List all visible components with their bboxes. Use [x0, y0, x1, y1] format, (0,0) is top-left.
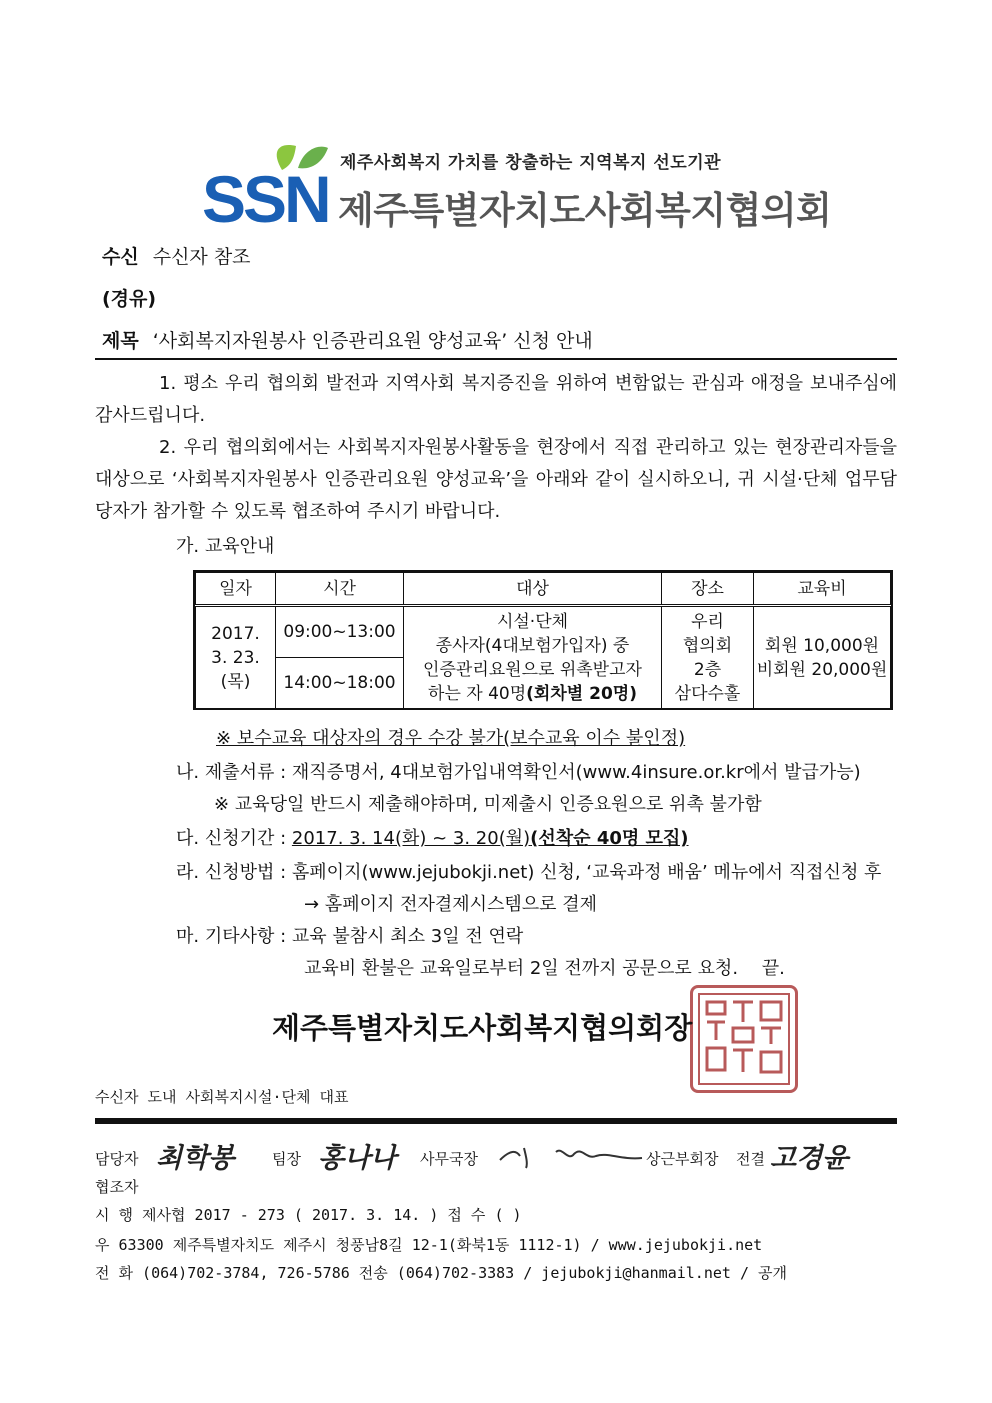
fee-nonmember: 비회원 20,000원: [756, 659, 888, 680]
target-count: 하는 자 40명: [428, 683, 527, 704]
date-line: 2017.: [211, 623, 260, 644]
letterhead-logo: [200, 140, 840, 230]
via-label: (경유): [102, 288, 157, 310]
team-label: 팀장: [272, 1150, 301, 1168]
subject-value: ‘사회복지자원봉사 인증관리요원 양성교육’ 신청 안내: [152, 330, 593, 352]
subject-line: [102, 326, 593, 353]
header-target: 대상: [404, 573, 662, 606]
secretary-label: 사무국장: [420, 1150, 478, 1168]
place-line: 2층: [693, 659, 722, 680]
official-seal: [690, 985, 798, 1093]
header-time: 시간: [276, 573, 404, 606]
ma-refund: 교육비 환불은 교육일로부터 2일 전까지 공문으로 요청.: [304, 958, 739, 979]
note-refresher: ※ 보수교육 대상자의 경우 수강 불가(보수교육 이수 불인정): [216, 728, 686, 749]
paragraph-2: 2. 우리 협의회에서는 사회복지자원봉사활동을 현장에서 직접 관리하고 있는 현장관리자들을 대상으로 ‘사회복지자원봉사 인증관리요원 양성교육’을 아래와 같이 실시하오니, 귀 시설·단체 업무담당자가 참가할 수 있도록 협조하여 주시기 바랍니다.: [95, 437, 897, 522]
ra-text: 홈페이지(www.jejubokji.net) 신청, ‘교육과정 배움’ 메뉴에서 직접신청 후: [291, 862, 882, 883]
header-date: 일자: [196, 573, 276, 606]
paragraph-1: 1. 평소 우리 협의회 발전과 지역사회 복지증진을 위하여 변함없는 관심과 애정을 보내주심에 감사드립니다.: [95, 373, 897, 426]
footer-thick-rule: [95, 1118, 897, 1124]
cell-date: [196, 606, 276, 709]
logo-mark-text: SSN: [202, 162, 329, 230]
team-signature: 홍나나: [318, 1143, 397, 1174]
coop-label: 협조자: [95, 1178, 139, 1196]
na-note: ※ 교육당일 반드시 제출해야하며, 미제출시 인증요원으로 위촉 불가함: [214, 794, 762, 815]
via-line: [102, 284, 170, 311]
fee-member: 회원 10,000원: [764, 635, 880, 656]
target-line: [404, 682, 661, 706]
staff-label: 담당자: [95, 1150, 139, 1168]
sender-title: 제주특별자치도사회복지협의회장: [272, 1011, 693, 1045]
section-ra: [176, 858, 881, 884]
header-fee: 교육비: [754, 573, 891, 606]
education-table-frame: [193, 570, 893, 710]
ssn-logo-icon: [200, 140, 335, 230]
da-bold: (선착순 40명 모집): [530, 828, 689, 849]
ra-label: 라. 신청방법 :: [176, 862, 287, 883]
place-line: 우리: [691, 611, 724, 632]
end-mark: 끝.: [761, 958, 785, 979]
target-line: 인증관리요원으로 위촉받고자: [423, 659, 642, 680]
footer-enforcement: 시 행 제사협 2017 - 273 ( 2017. 3. 14. ) 접 수 ( ): [95, 1206, 522, 1224]
cell-time-2: 14:00~18:00: [276, 658, 404, 709]
place-line: 협의회: [682, 635, 733, 656]
recipient-line: [102, 242, 251, 269]
recipient-label: 수신: [102, 246, 139, 268]
logo-tagline: 제주사회복지 가치를 창출하는 지역복지 선도기관: [340, 153, 722, 173]
ma-label: 마. 기타사항 :: [176, 926, 287, 947]
target-line: 시설·단체: [496, 611, 569, 632]
cell-fee: [754, 606, 891, 709]
footer-contact: 전 화 (064)702-3784, 726-5786 전송 (064)702-3383 / jejubokji@hanmail.net / 공개: [95, 1264, 788, 1282]
da-label: 다. 신청기간 :: [176, 828, 287, 849]
ra-text2: → 홈페이지 전자결제시스템으로 결제: [304, 894, 598, 915]
logo-org-name: 제주특별자치도사회복지협의회: [338, 189, 832, 232]
section-na: [176, 758, 861, 784]
ma-text2: [304, 954, 785, 980]
header-place: 장소: [662, 573, 754, 606]
recipients-line: 수신자 도내 사회복지시설·단체 대표: [95, 1088, 349, 1106]
cell-place: [662, 606, 754, 709]
subject-label: 제목: [102, 330, 139, 352]
footer-address: 우 63300 제주특별자치도 제주시 청풍남8길 12-1(화북1동 1112-1) / www.jejubokji.net: [95, 1236, 763, 1254]
place-line: 삼다수홀: [674, 683, 741, 704]
ma-text: 교육 불참시 최소 3일 전 연락: [291, 926, 524, 947]
staff-signature: 최학봉: [156, 1143, 235, 1174]
date-line: 3. 23.: [211, 647, 260, 668]
secretary-signature-icon: [496, 1140, 646, 1174]
target-line: 종사자(4대보험가입자) 중: [435, 635, 630, 656]
education-table: [195, 572, 891, 709]
vice-chair-label: 상근부회장: [646, 1150, 719, 1168]
final-approval-label: 전결: [736, 1150, 765, 1168]
na-text: 재직증명서, 4대보험가입내역확인서(www.4insure.or.kr에서 발급가능): [291, 762, 861, 783]
da-text: 2017. 3. 14(화) ~ 3. 20(월): [291, 828, 531, 849]
seal-pattern-icon: [693, 988, 795, 1090]
section-da: [176, 824, 689, 850]
date-line: (목): [220, 671, 251, 692]
da-period: [292, 828, 689, 849]
header-rule: [95, 358, 897, 360]
recipient-value: 수신자 참조: [152, 246, 251, 268]
na-label: 나. 제출서류 :: [176, 762, 287, 783]
cell-target: [404, 606, 662, 709]
final-signature: 고경윤: [770, 1143, 849, 1174]
section-ga: 가. 교육안내: [176, 536, 275, 557]
section-ma: [176, 922, 523, 948]
target-per-session: (회차별 20명): [526, 683, 637, 704]
cell-time-1: 09:00~13:00: [276, 606, 404, 658]
